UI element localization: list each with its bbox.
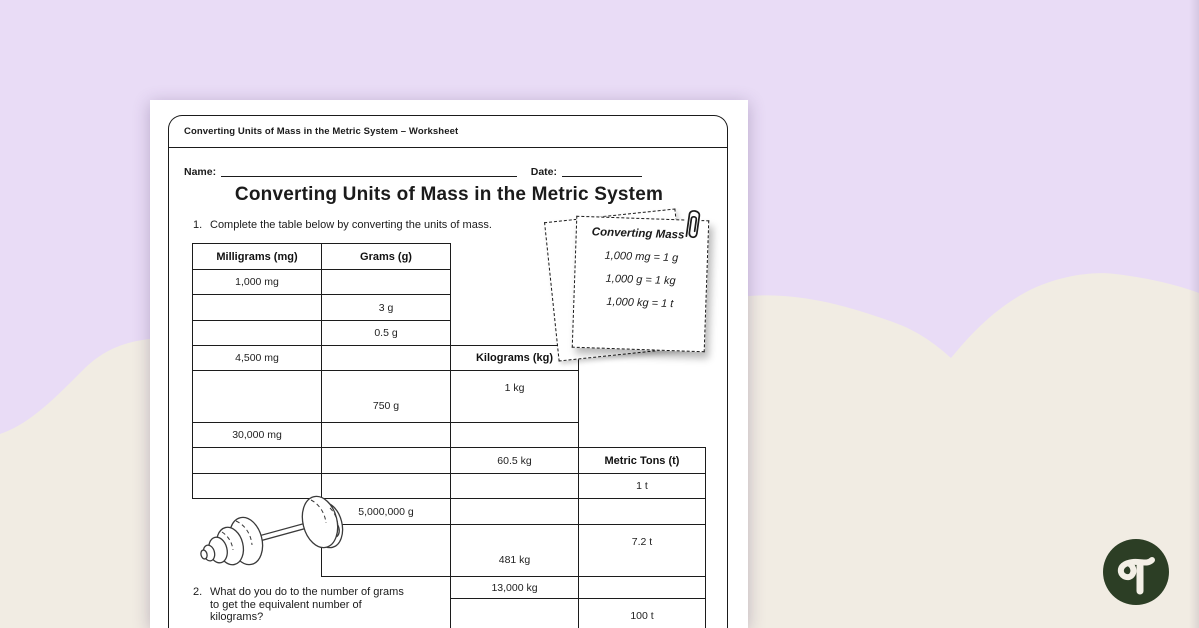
table-cell-metric_tons-5: 100 t	[578, 598, 706, 628]
table-cell-milligrams-4: 4,500 mg	[192, 345, 322, 371]
table-cell-kilograms-2	[450, 422, 579, 448]
table-cell-grams-4	[321, 345, 451, 371]
sticky-note-fact-0: 1,000 mg = 1 g	[604, 249, 679, 265]
table-cell-milligrams-6: 30,000 mg	[192, 422, 322, 448]
table-cell-milligrams-3	[192, 320, 322, 346]
table-cell-metric_tons-3: 7.2 t	[578, 524, 706, 577]
table-cell-milligrams-2	[192, 294, 322, 321]
table-cell-kilograms-5	[450, 498, 579, 525]
table-cell-kilograms-8	[450, 598, 579, 628]
sticky-note-title: Converting Mass	[591, 226, 685, 242]
date-label: Date:	[530, 166, 557, 178]
table-cell-grams-5: 750 g	[321, 370, 451, 423]
page-title: Converting Units of Mass in the Metric System	[234, 184, 664, 205]
table-cell-grams-7	[321, 447, 451, 474]
barbell-illustration	[178, 486, 353, 586]
table-cell-grams-2: 3 g	[321, 294, 451, 321]
table-cell-grams-3: 0.5 g	[321, 320, 451, 346]
teach-starter-logo-icon	[1103, 539, 1169, 605]
table-cell-kilograms-1: 1 kg	[450, 370, 579, 423]
table-cell-metric_tons-2	[578, 498, 706, 525]
table-cell-kilograms-6: 481 kg	[450, 524, 579, 577]
question-2-number: 2.	[193, 586, 203, 598]
table-header-cell-metric_tons: Metric Tons (t)	[578, 447, 706, 474]
question-1-text: Complete the table below by converting the units of mass.	[210, 219, 492, 231]
question-1-number: 1.	[193, 219, 203, 231]
question-2-text: What do you do to the number of grams to get the equivalent number of kilograms?	[210, 586, 404, 623]
table-cell-metric_tons-1: 1 t	[578, 473, 706, 499]
table-cell-kilograms-4	[450, 473, 579, 499]
sticky-note-fact-1: 1,000 g = 1 kg	[605, 272, 676, 288]
table-header-cell-milligrams: Milligrams (mg)	[192, 243, 322, 270]
worksheet-page	[150, 100, 748, 628]
table-cell-grams-6	[321, 422, 451, 448]
table-cell-milligrams-5	[192, 370, 322, 423]
sticky-note-facts	[574, 249, 707, 312]
table-cell-kilograms-7: 13,000 kg	[450, 576, 579, 599]
table-cell-kilograms-3: 60.5 kg	[450, 447, 579, 474]
table-header-cell-kilograms: Kilograms (kg)	[450, 345, 579, 371]
worksheet-header-title: Converting Units of Mass in the Metric System – Worksheet	[184, 126, 459, 137]
right-edge-shadow	[1189, 0, 1199, 628]
table-cell-metric_tons-4	[578, 576, 706, 599]
table-cell-grams-1	[321, 269, 451, 295]
paperclip-icon	[677, 203, 708, 246]
table-header-cell-grams: Grams (g)	[321, 243, 451, 270]
sticky-note-fact-2: 1,000 kg = 1 t	[606, 295, 674, 311]
table-cell-grams-9: 5,000,000 g	[321, 498, 451, 525]
name-label: Name:	[184, 166, 217, 178]
table-cell-milligrams-7	[192, 447, 322, 474]
sticky-note	[545, 203, 725, 373]
table-cell-milligrams-1: 1,000 mg	[192, 269, 322, 295]
